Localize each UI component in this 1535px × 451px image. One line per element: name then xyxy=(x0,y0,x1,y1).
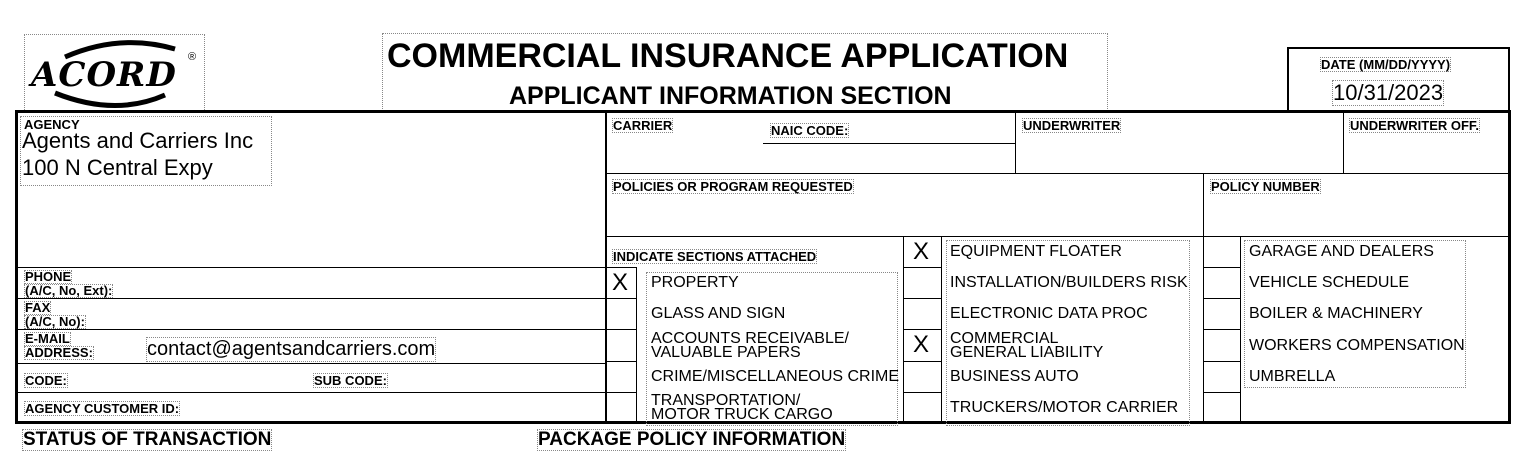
subcode-label: SUB CODE: xyxy=(314,373,387,388)
electronic-data-checkbox[interactable] xyxy=(904,299,940,329)
property-label: PROPERTY xyxy=(651,274,739,291)
truckers-label: TRUCKERS/MOTOR CARRIER xyxy=(950,399,1179,416)
carrier-row-bottom xyxy=(605,173,1509,174)
logo-registered-mark: ® xyxy=(188,51,197,63)
umbrella-checkbox[interactable] xyxy=(1204,362,1239,392)
policies-requested-field[interactable] xyxy=(612,198,1197,232)
naic-underline xyxy=(763,143,1015,144)
sections-col3-box-right xyxy=(1240,236,1241,422)
package-policy-label: PACKAGE POLICY INFORMATION xyxy=(538,429,846,450)
general-liability-checkbox[interactable] xyxy=(904,330,940,360)
carrier-label: CARRIER xyxy=(613,118,673,133)
policies-requested-label: POLICIES OR PROGRAM REQUESTED xyxy=(613,179,853,194)
sections-col2-box-right xyxy=(941,236,942,422)
fax-label-2: (A/C, No): xyxy=(25,314,85,329)
code-field[interactable] xyxy=(78,368,303,392)
checked-x-icon: X xyxy=(912,238,929,265)
customer-id-label: AGENCY CUSTOMER ID: xyxy=(25,401,180,416)
policy-number-label: POLICY NUMBER xyxy=(1211,179,1320,194)
transportation-label-1: TRANSPORTATION/ xyxy=(651,392,801,409)
installation-checkbox[interactable] xyxy=(904,268,940,298)
checked-x-icon: X xyxy=(611,269,628,296)
date-value[interactable]: 10/31/2023 xyxy=(1333,80,1444,105)
email-label-2: ADDRESS: xyxy=(25,345,93,360)
code-label: CODE: xyxy=(25,373,67,388)
garage-label: GARAGE AND DEALERS xyxy=(1249,243,1434,260)
underwriter-office-label: UNDERWRITER OFF. xyxy=(1350,118,1480,133)
naic-field[interactable] xyxy=(868,117,1008,141)
general-liability-label-1: COMMERCIAL xyxy=(950,330,1059,347)
equipment-floater-checkbox[interactable] xyxy=(904,237,940,267)
date-label: DATE (MM/DD/YYYY) xyxy=(1321,57,1451,72)
electronic-data-label: ELECTRONIC DATA PROC xyxy=(950,305,1148,322)
carrier-field[interactable] xyxy=(612,145,1012,171)
form-title: COMMERCIAL INSURANCE APPLICATION xyxy=(387,37,1069,75)
truckers-checkbox[interactable] xyxy=(904,393,940,421)
transportation-checkbox[interactable] xyxy=(606,393,636,421)
underwriter-field[interactable] xyxy=(1022,140,1337,168)
sections-col1-box-right xyxy=(636,267,637,422)
crime-checkbox[interactable] xyxy=(606,362,636,392)
agency-phone-top-line xyxy=(17,267,605,268)
vehicle-schedule-label: VEHICLE SCHEDULE xyxy=(1249,274,1410,291)
business-auto-label: BUSINESS AUTO xyxy=(950,368,1079,385)
status-of-transaction-label: STATUS OF TRANSACTION xyxy=(23,429,272,450)
email-label-1: E-MAIL xyxy=(25,331,70,346)
acord-logo xyxy=(24,34,205,112)
accounts-receivable-label-1: ACCOUNTS RECEIVABLE/ xyxy=(651,330,849,347)
policies-row-bottom xyxy=(605,236,1509,237)
glass-and-sign-label: GLASS AND SIGN xyxy=(651,305,786,322)
umbrella-label: UMBRELLA xyxy=(1249,368,1336,385)
col3-blank-checkbox[interactable] xyxy=(1204,393,1239,421)
form-subtitle: APPLICANT INFORMATION SECTION xyxy=(509,82,952,110)
agency-label: AGENCY xyxy=(24,117,80,132)
agency-address[interactable]: 100 N Central Expy xyxy=(22,155,213,180)
agency-name[interactable]: Agents and Carriers Inc xyxy=(22,128,254,153)
phone-field[interactable] xyxy=(135,272,595,296)
phone-label-1: PHONE xyxy=(25,269,72,284)
email-value[interactable]: contact@agentsandcarriers.com xyxy=(147,338,436,360)
business-auto-checkbox[interactable] xyxy=(904,362,940,392)
glass-and-sign-checkbox[interactable] xyxy=(606,299,636,329)
accounts-receivable-checkbox[interactable] xyxy=(606,330,636,360)
accounts-receivable-label-2: VALUABLE PAPERS xyxy=(651,344,801,361)
workers-comp-label: WORKERS COMPENSATION xyxy=(1249,337,1465,354)
underwriter-label: UNDERWRITER xyxy=(1023,118,1121,133)
installation-label: INSTALLATION/BUILDERS RISK xyxy=(950,274,1188,291)
equipment-floater-label: EQUIPMENT FLOATER xyxy=(950,243,1122,260)
property-checkbox[interactable] xyxy=(606,268,636,298)
policy-number-field[interactable] xyxy=(1210,198,1505,232)
phone-label-2: (A/C, No, Ext): xyxy=(25,283,113,298)
underwriter-divider xyxy=(1015,112,1016,173)
boiler-label: BOILER & MACHINERY xyxy=(1249,305,1423,322)
fax-label-1: FAX xyxy=(25,300,51,315)
garage-checkbox[interactable] xyxy=(1204,237,1239,267)
vehicle-schedule-checkbox[interactable] xyxy=(1204,268,1239,298)
underwriter-office-field[interactable] xyxy=(1349,140,1504,168)
agency-email-top-line xyxy=(17,329,605,330)
general-liability-label-2: GENERAL LIABILITY xyxy=(950,344,1104,361)
agency-customer-top-line xyxy=(17,392,605,393)
transportation-label-2: MOTOR TRUCK CARGO xyxy=(651,406,833,423)
customer-id-field[interactable] xyxy=(212,396,596,420)
crime-label: CRIME/MISCELLANEOUS CRIME xyxy=(651,368,900,385)
naic-label: NAIC CODE: xyxy=(771,123,849,138)
workers-comp-checkbox[interactable] xyxy=(1204,330,1239,360)
checked-x-icon: X xyxy=(912,331,929,358)
sections-attached-label: INDICATE SECTIONS ATTACHED xyxy=(613,249,817,264)
agency-code-top-line xyxy=(17,363,605,364)
boiler-checkbox[interactable] xyxy=(1204,299,1239,329)
agency-fax-top-line xyxy=(17,298,605,299)
fax-field[interactable] xyxy=(110,302,595,326)
subcode-field[interactable] xyxy=(404,368,596,392)
underwriter-office-divider xyxy=(1343,112,1344,173)
logo-text: ACORD xyxy=(31,55,177,95)
